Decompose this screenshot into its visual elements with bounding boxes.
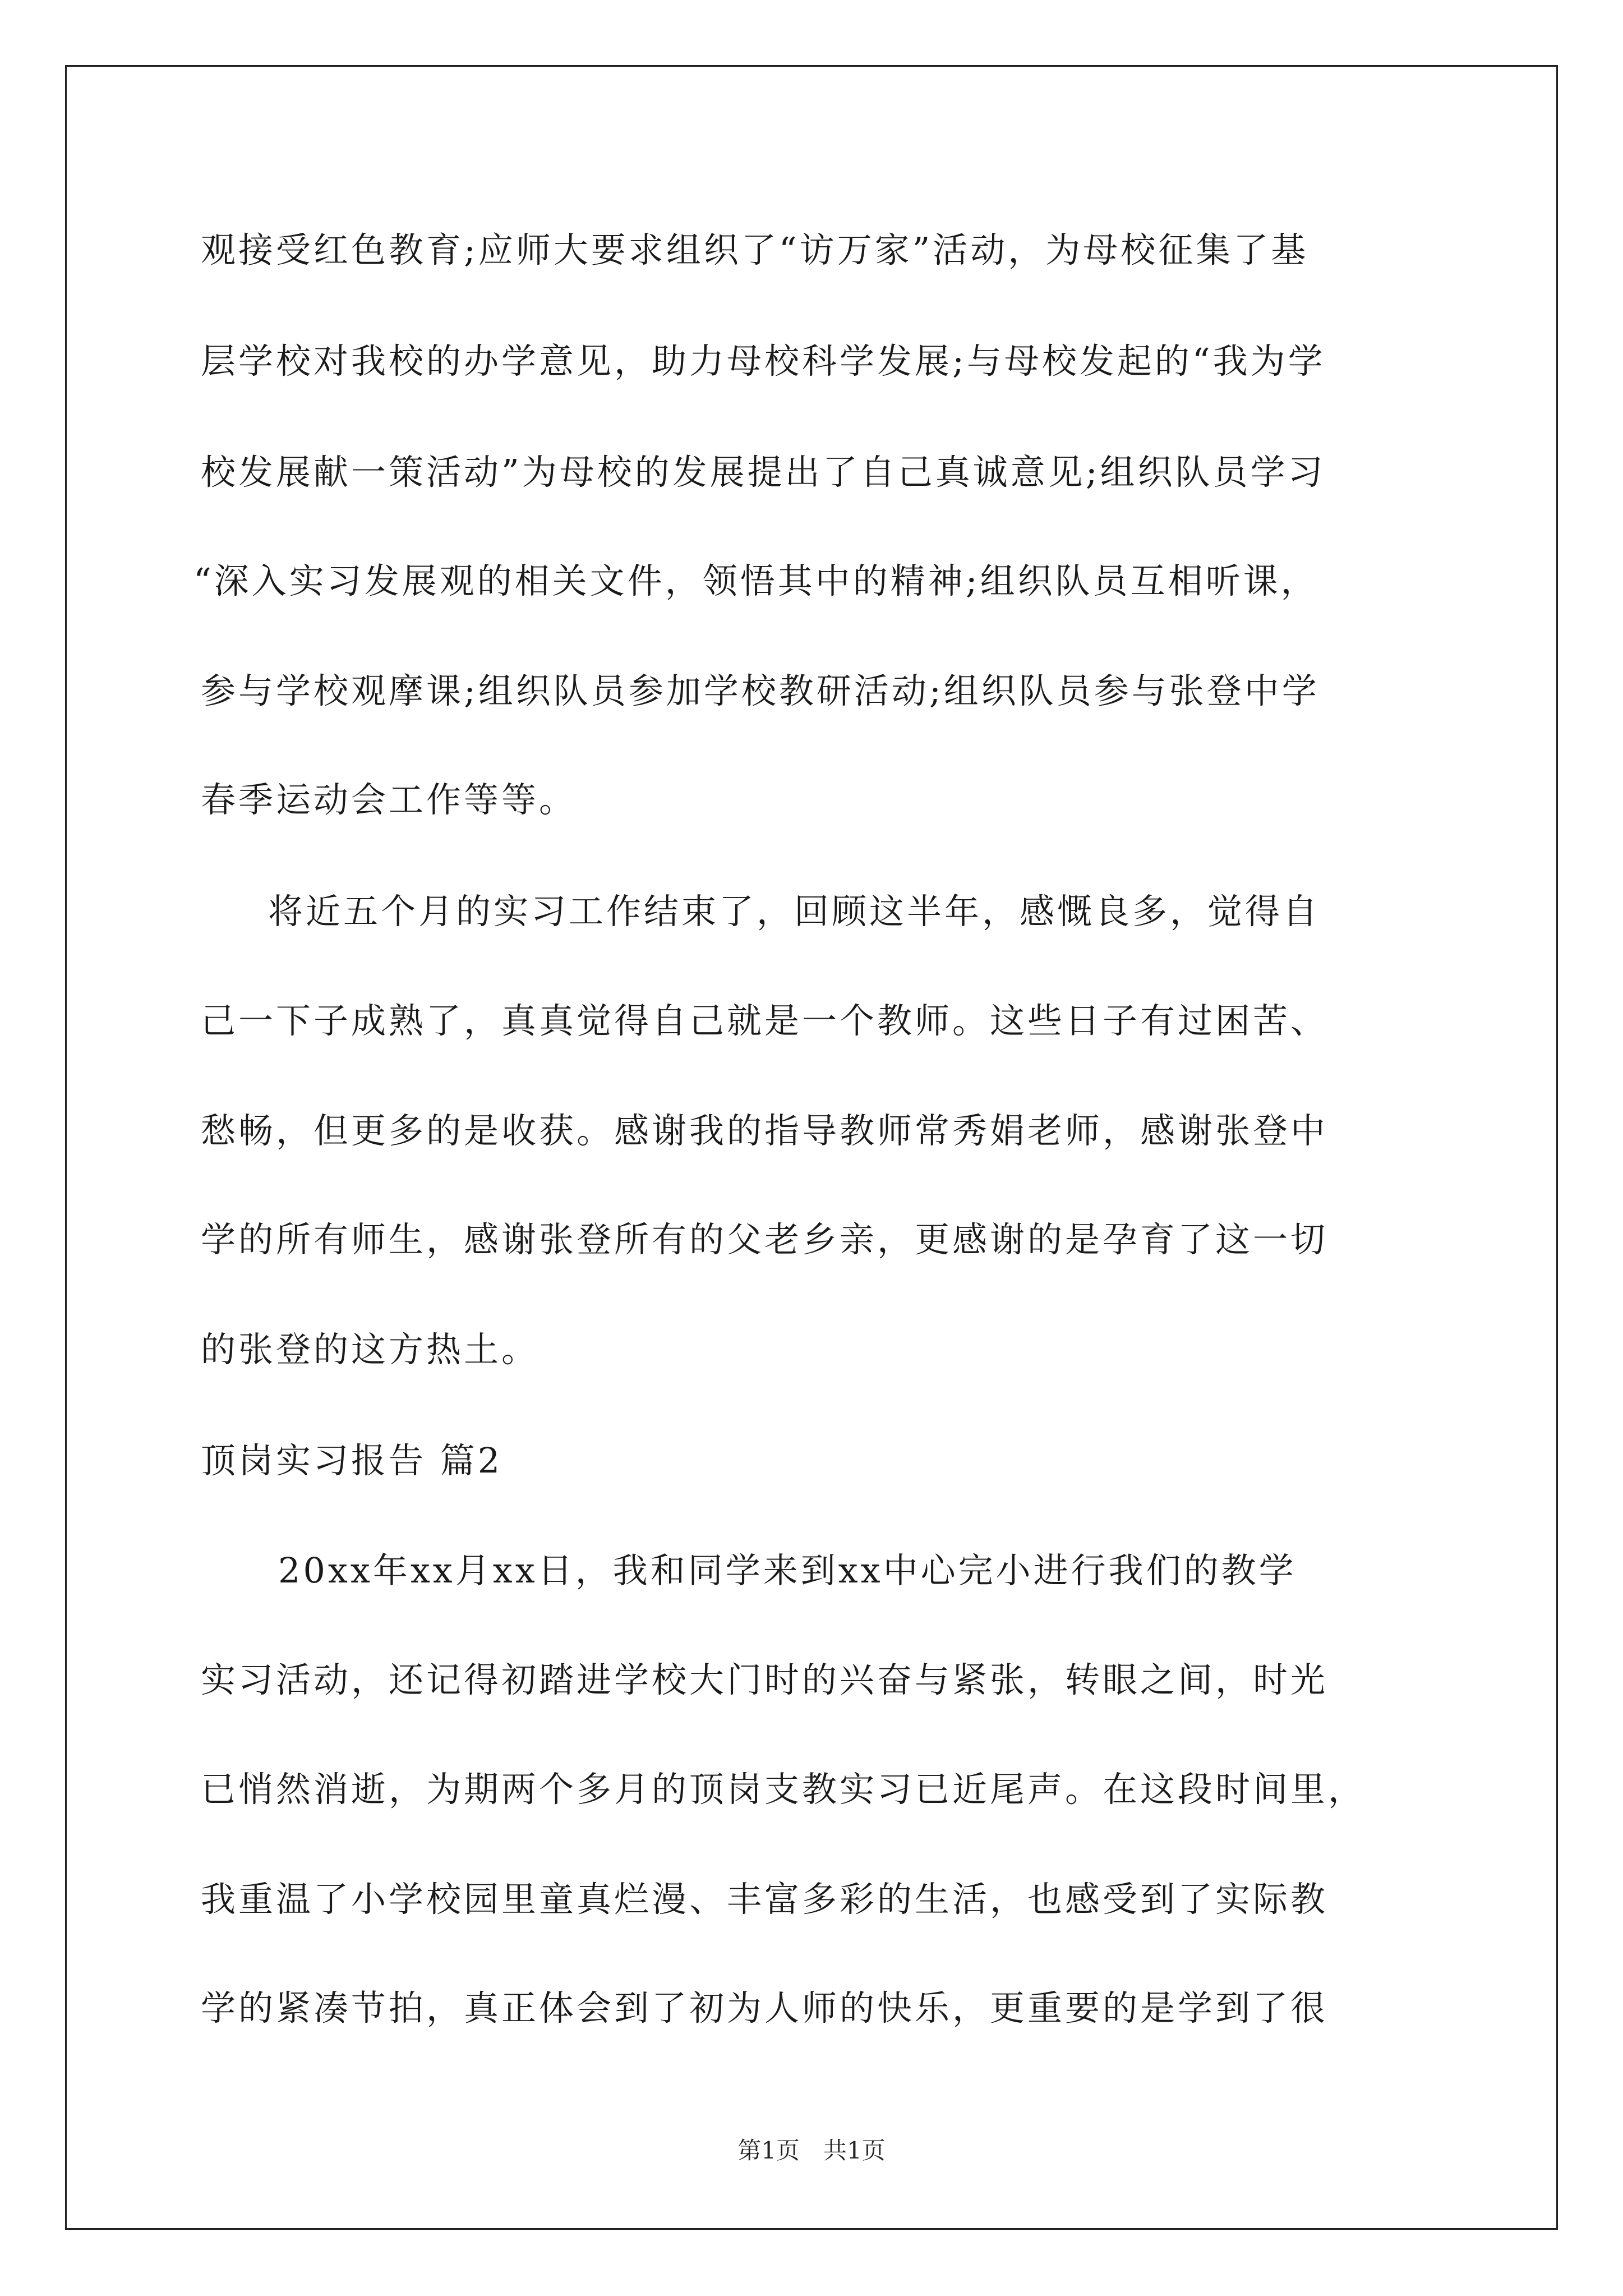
paragraph-line: 学的所有师生，感谢张登所有的父老乡亲，更感谢的是孕育了这一切 <box>201 1219 1329 1260</box>
paragraph-line: 已悄然消逝，为期两个多月的顶岗支教实习已近尾声。在这段时间里， <box>201 1769 1366 1810</box>
paragraph-line: 学的紧凑节拍，真正体会到了初为人师的快乐，更重要的是学到了很 <box>201 1987 1329 2028</box>
section-heading: 顶岗实习报告 篇2 <box>201 1440 503 1481</box>
paragraph-line: 己一下子成熟了，真真觉得自己就是一个教师。这些日子有过困苦、 <box>201 1000 1329 1041</box>
paragraph-line: 观接受红色教育;应师大要求组织了“访万家”活动，为母校征集了基 <box>201 229 1309 270</box>
paragraph-line: 愁畅，但更多的是收获。感谢我的指导教师常秀娟老师，感谢张登中 <box>201 1110 1329 1151</box>
paragraph-line: 的张登的这方热土。 <box>201 1329 540 1370</box>
page-footer: 第1页 共1页 <box>737 2137 886 2164</box>
paragraph-line: 层学校对我校的办学意见，助力母校科学发展;与母校发起的“我为学 <box>201 341 1326 381</box>
paragraph-line: 参与学校观摩课;组织队员参加学校教研活动;组织队员参与张登中学 <box>201 670 1320 711</box>
paragraph-line: 20xx年xx月xx日，我和同学来到xx中心完小进行我们的教学 <box>278 1550 1297 1591</box>
paragraph-line: “深入实习发展观的相关文件，领悟其中的精神;组织队员互相听课， <box>193 560 1318 601</box>
paragraph-line: 校发展献一策活动”为母校的发展提出了自己真诚意见;组织队员学习 <box>201 452 1326 493</box>
paragraph-line: 实习活动，还记得初踏进学校大门时的兴奋与紧张，转眼之间，时光 <box>201 1659 1329 1700</box>
paragraph-line: 我重温了小学校园里童真烂漫、丰富多彩的生活，也感受到了实际教 <box>201 1879 1329 1920</box>
paragraph-line: 将近五个月的实习工作结束了，回顾这半年，感慨良多，觉得自 <box>268 891 1321 932</box>
paragraph-line: 春季运动会工作等等。 <box>201 779 577 820</box>
